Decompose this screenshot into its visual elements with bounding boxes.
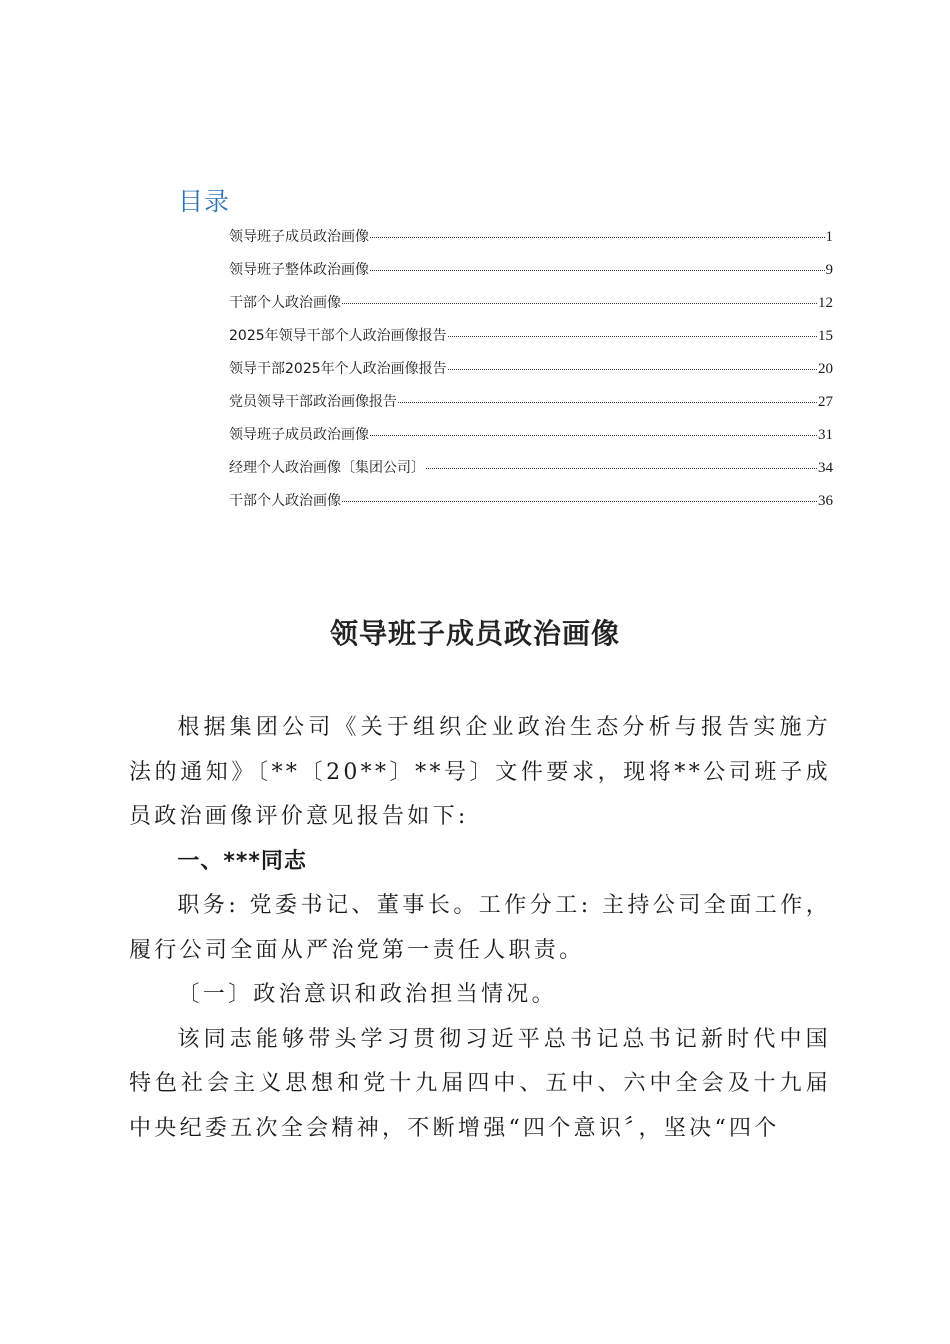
toc-dot-leader	[448, 369, 817, 370]
toc-entry-page: 34	[818, 460, 833, 476]
toc-entry[interactable]	[229, 292, 833, 325]
toc-entry[interactable]	[229, 457, 833, 490]
toc-entry-page: 31	[818, 427, 833, 443]
toc-entry[interactable]	[229, 358, 833, 391]
toc-entry-page: 12	[818, 295, 833, 311]
toc-entry-title: 领导班子成员政治画像	[229, 427, 369, 443]
toc-entry-title: 干部个人政治画像	[229, 493, 341, 509]
toc-entry[interactable]	[229, 391, 833, 424]
document-body	[129, 706, 831, 1151]
toc-entry-page: 20	[818, 361, 833, 377]
toc-entry-title: 领导干部2025年个人政治画像报告	[229, 361, 447, 377]
toc-entry-page: 1	[825, 229, 833, 245]
toc-entry-title: 领导班子成员政治画像	[229, 229, 369, 245]
toc-dot-leader	[342, 303, 817, 304]
subsection-heading: 〔一〕政治意识和政治担当情况。	[177, 982, 557, 1007]
intro-paragraph: 根据集团公司《关于组织企业政治生态分析与报告实施方法的通知》〔**〔20**〕**号〕文件要求，现将**公司班子成员政治画像评价意见报告如下:	[129, 715, 831, 829]
toc-dot-leader	[342, 501, 817, 502]
toc-dot-leader	[426, 468, 817, 469]
section-heading: 一、***同志	[177, 848, 307, 874]
toc-entry-page: 15	[818, 328, 833, 344]
toc-dot-leader	[370, 435, 817, 436]
table-of-contents	[229, 226, 833, 523]
body-paragraph: 该同志能够带头学习贯彻习近平总书记总书记新时代中国特色社会主义思想和党十九届四中、五中、六中全会及十九届中央纪委五次全会精神，不断增强“四个意识〞，坚决“四个	[129, 1026, 831, 1141]
toc-dot-leader	[370, 237, 825, 238]
toc-dot-leader	[448, 336, 817, 337]
toc-dot-leader	[398, 402, 817, 403]
toc-entry-title: 经理个人政治画像〔集团公司〕	[229, 460, 425, 476]
toc-entry[interactable]	[229, 424, 833, 457]
toc-entry-title: 领导班子整体政治画像	[229, 262, 369, 278]
toc-entry-title: 干部个人政治画像	[229, 295, 341, 311]
toc-heading: 目录	[178, 187, 231, 216]
toc-entry-title: 2025年领导干部个人政治画像报告	[229, 328, 447, 344]
toc-entry[interactable]	[229, 226, 833, 259]
toc-entry[interactable]	[229, 259, 833, 292]
toc-entry-page: 9	[825, 262, 833, 278]
toc-entry-title: 党员领导干部政治画像报告	[229, 394, 397, 410]
document-title: 领导班子成员政治画像	[329, 617, 620, 650]
toc-entry-page: 36	[818, 493, 833, 509]
toc-dot-leader	[370, 270, 825, 271]
toc-entry[interactable]	[229, 490, 833, 523]
toc-entry[interactable]	[229, 325, 833, 358]
duty-paragraph: 职务: 党委书记、董事长。工作分工: 主持公司全面工作，履行公司全面从严治党第一责任人职责。	[129, 893, 831, 963]
toc-entry-page: 27	[818, 394, 833, 410]
